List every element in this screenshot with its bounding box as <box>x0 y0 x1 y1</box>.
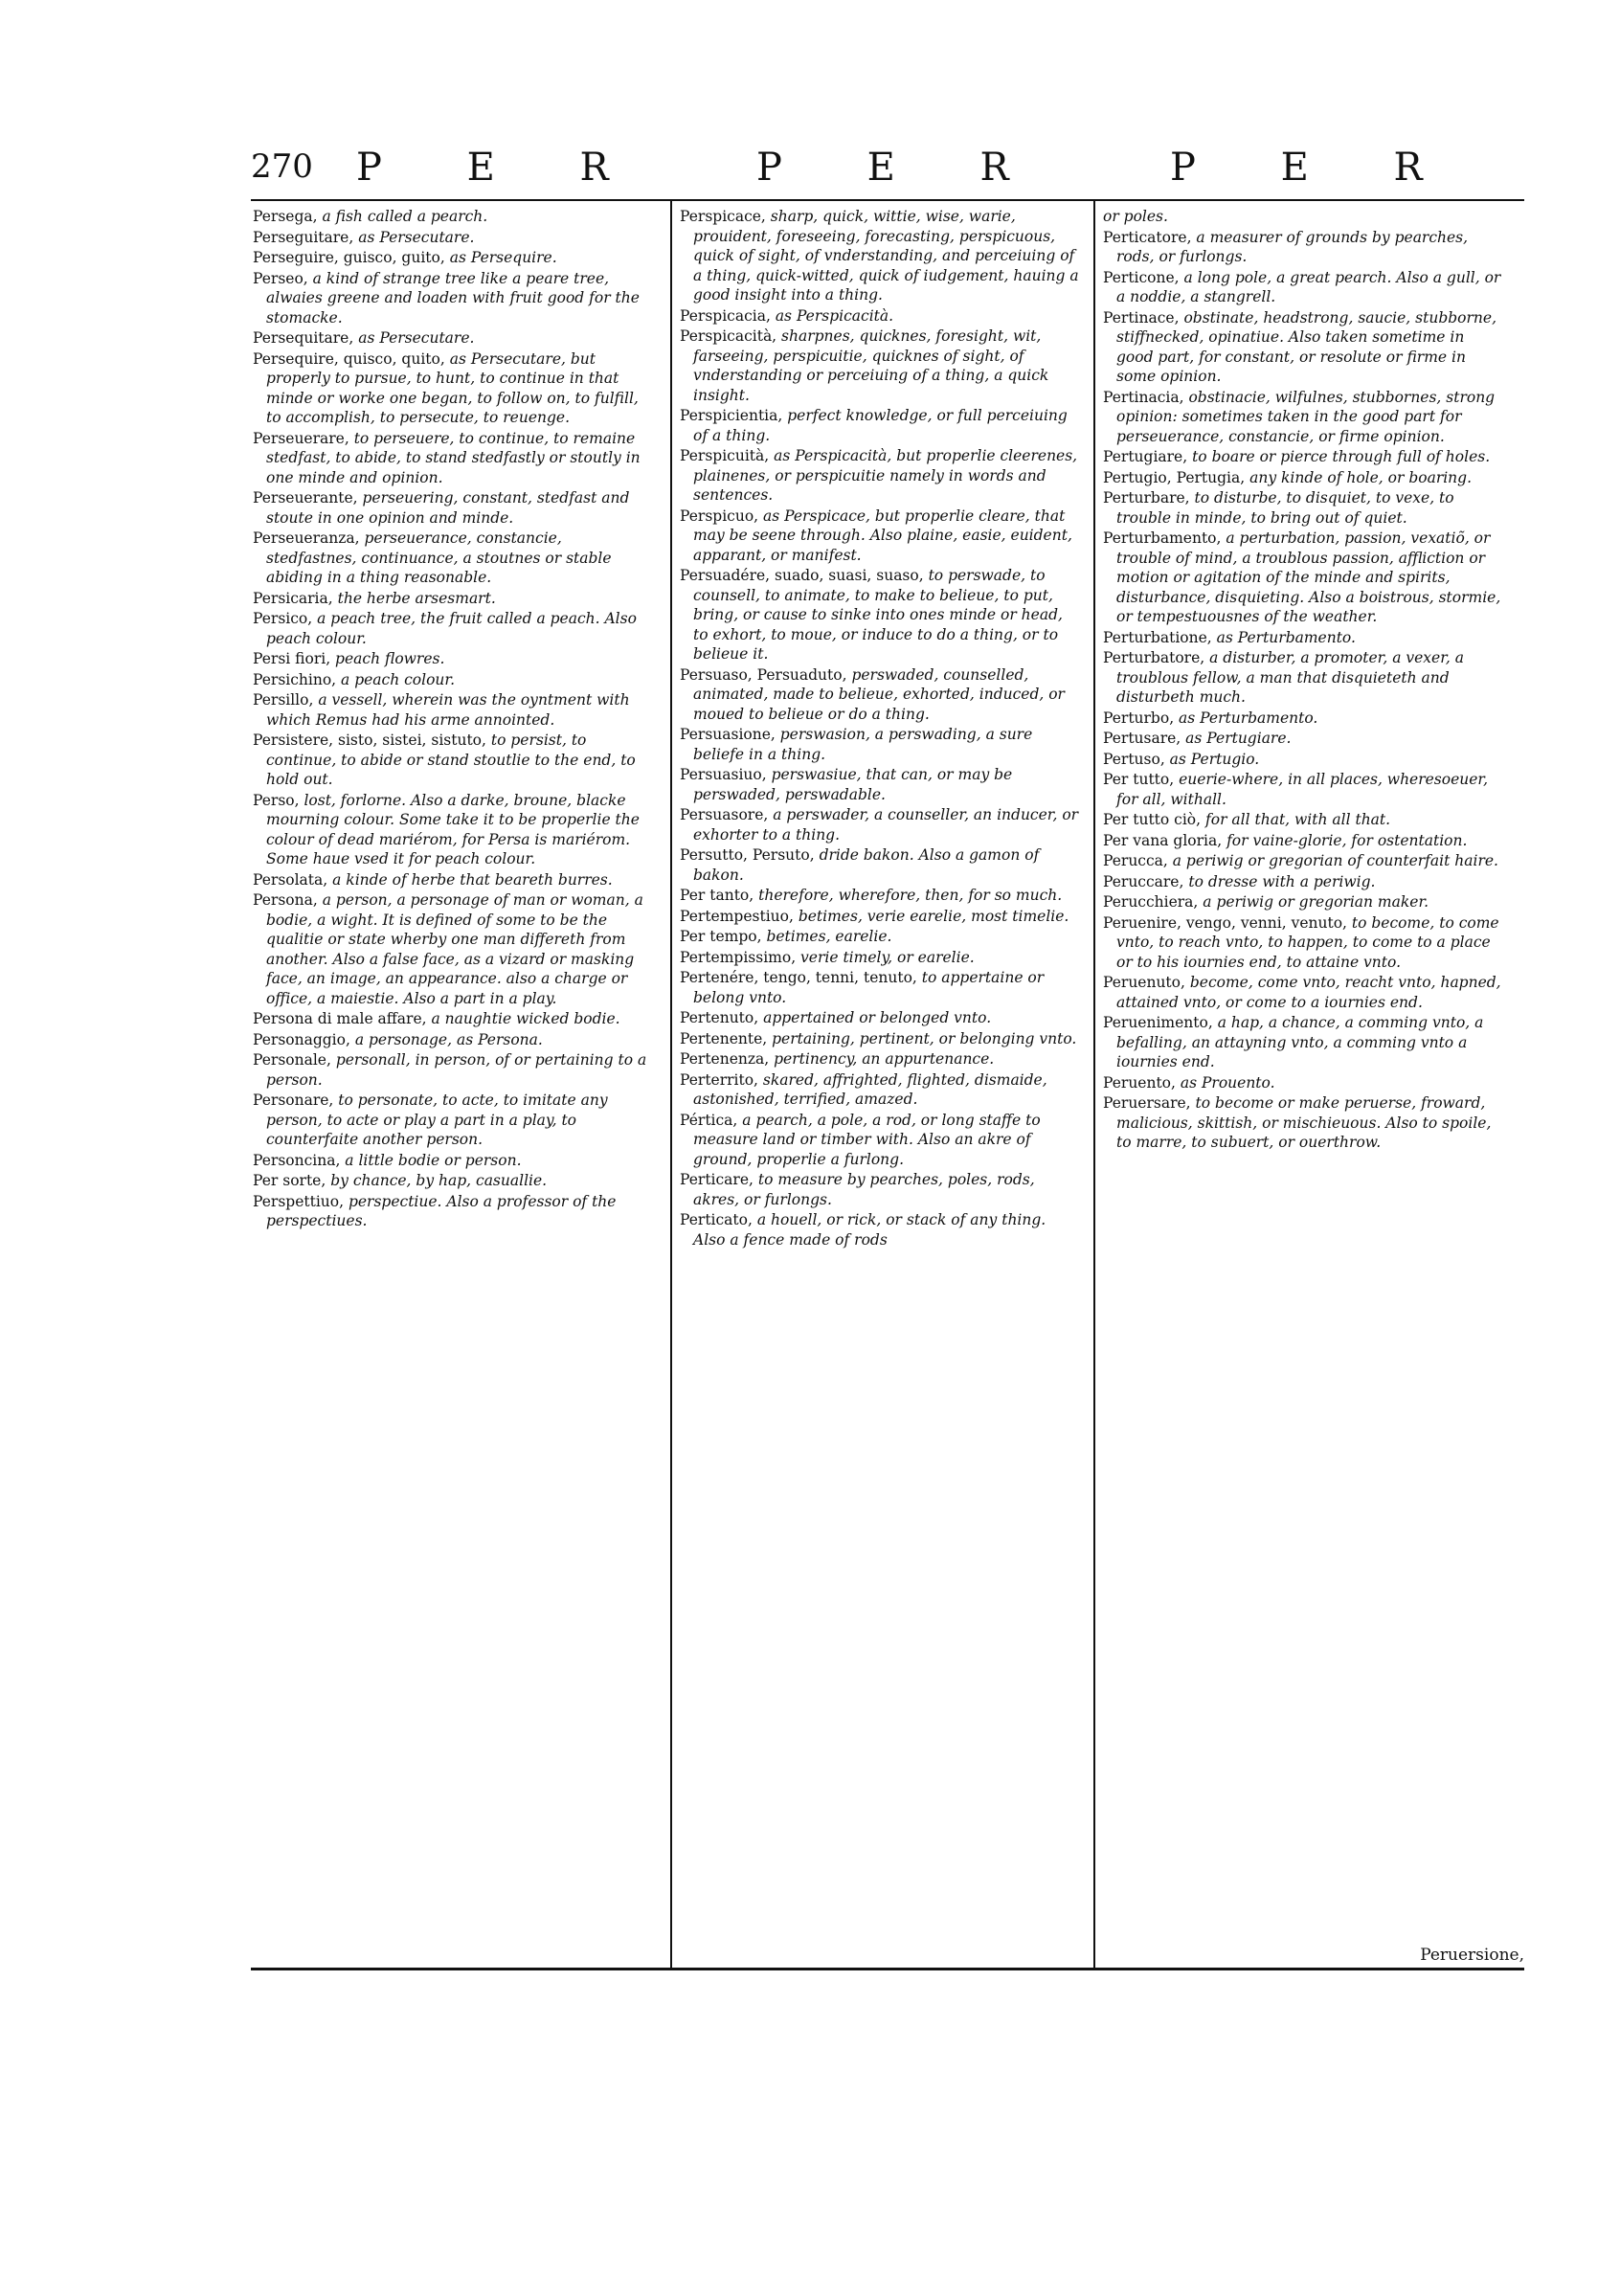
headword: Personcina, <box>253 1151 341 1169</box>
dictionary-entry <box>253 248 655 268</box>
dictionary-entry <box>253 609 655 648</box>
dictionary-entry <box>253 731 655 790</box>
headword: Persuadére, suado, suasi, suaso, <box>680 567 924 584</box>
dictionary-entry <box>680 406 1082 445</box>
definition: to persist, to continue, to abide or stand stoutlie to the end, to hold out. <box>266 732 636 788</box>
dictionary-entry <box>680 948 1082 968</box>
dictionary-entry <box>253 328 655 349</box>
header-rule <box>251 199 1524 201</box>
headword: Personaggio, <box>253 1030 350 1048</box>
definition: a periwig or gregorian maker. <box>1198 893 1429 911</box>
headword: Perucchiera, <box>1103 893 1199 911</box>
definition: betimes, verie earelie, most timelie. <box>793 907 1069 925</box>
headword: Per tanto, <box>680 887 754 904</box>
headword: Per vana gloria, <box>1103 831 1223 849</box>
definition: a naughtie wicked bodie. <box>426 1010 620 1027</box>
definition: a houell, or rick, or stack of any thing. Also a fence made of rods <box>693 1211 1046 1249</box>
definition: become, come vnto, reacht vnto, hapned, attained vnto, or come to a iournies end. <box>1116 974 1501 1011</box>
definition: pertinency, an appurtenance. <box>769 1050 995 1068</box>
definition: a little bodie or person. <box>340 1151 522 1169</box>
definition: lost, forlorne. Also a darke, broune, blacke mourning colour. Some take it to be properlie the colour of dead mariérom, for Persa is mariérom. Some haue vsed it for peach colour. <box>266 791 640 867</box>
headword: Persicaria, <box>253 589 333 607</box>
definition: perfect knowledge, or full perceiuing of a thing. <box>693 407 1068 444</box>
definition: for vaine-glorie, for ostentation. <box>1222 831 1468 849</box>
dictionary-entry <box>1103 913 1505 973</box>
headword: Perucca, <box>1103 852 1168 869</box>
definition: as Perspicace, but properlie cleare, that may be seene through. Also plaine, easie, euident, apparant, or manifest. <box>693 506 1072 564</box>
definition: as Perspicacità, but properlie cleerenes, plainenes, or perspicuitie namely in words and sentences. <box>693 447 1078 504</box>
definition: to measure by pearches, poles, rods, akres, or furlongs. <box>693 1171 1035 1208</box>
definition: perswaded, counselled, animated, made to belieue, exhorted, induced, or moued to belieue or do a thing. <box>693 665 1065 723</box>
definition: betimes, earelie. <box>761 928 892 945</box>
definition: a pearch, a pole, a rod, or long staffe to measure land or timber with. Also an akre of ground, properlie a furlong. <box>693 1111 1041 1168</box>
headword: Persichino, <box>253 670 337 688</box>
dictionary-entry <box>1103 228 1505 267</box>
headword: Perspicuo, <box>680 506 759 525</box>
dictionary-entry <box>680 446 1082 506</box>
definition: a measurer of grounds by pearches, rods, or furlongs. <box>1116 228 1469 265</box>
dictionary-entry <box>1103 770 1505 809</box>
headword: Perturbatore, <box>1103 649 1205 666</box>
dictionary-entry <box>253 890 655 1008</box>
dictionary-entry <box>1103 729 1505 749</box>
definition: to appertaine or belong vnto. <box>693 969 1045 1006</box>
dictionary-page <box>251 144 1524 1972</box>
headword: Perticone, <box>1103 268 1180 286</box>
dictionary-entry <box>253 791 655 869</box>
headword: Perspicacia, <box>680 306 771 325</box>
definition: as Persequire. <box>444 249 557 266</box>
headword: Perspicuità, <box>680 447 770 464</box>
definition: as Persecutare. <box>353 329 475 347</box>
definition: as Prouento. <box>1175 1073 1275 1092</box>
dictionary-entry <box>1103 1093 1505 1153</box>
definition: the herbe arsesmart. <box>332 589 496 607</box>
definition: skared, affrighted, flighted, dismaide, astonished, terrified, amazed. <box>693 1070 1047 1108</box>
headword: Perturbo, <box>1103 709 1175 727</box>
definition: sharpnes, quicknes, foresight, wit, farseeing, perspicuitie, quicknes of sight, of vnderstanding or perceiuing of a thing, a quick insight. <box>693 327 1049 404</box>
definition: as Perspicacità. <box>770 306 894 325</box>
headword: Persuasiuo, <box>680 766 767 783</box>
definition: to become or make peruerse, froward, malicious, skittish, or mischieuous. Also to spoile, to marre, to subuert, or ouerthrow. <box>1116 1094 1492 1151</box>
dictionary-entry <box>1103 628 1505 648</box>
headword: Perspicientia, <box>680 407 783 424</box>
headword: Peruccare, <box>1103 872 1184 890</box>
headword: Personale, <box>253 1051 331 1069</box>
definition: a peach tree, the fruit called a peach. Also peach colour. <box>266 610 637 647</box>
definition: to personate, to acte, to imitate any person, to acte or play a part in a play, to counterfaite another person. <box>266 1092 608 1148</box>
headword: Perso, <box>253 791 300 809</box>
headword: Perticatore, <box>1103 228 1192 246</box>
dictionary-entry <box>680 907 1082 927</box>
column-divider-2 <box>1093 199 1095 1969</box>
dictionary-entry <box>253 589 655 609</box>
dictionary-entry <box>680 886 1082 906</box>
headword: Perseuerante, <box>253 489 358 506</box>
dictionary-entry <box>253 670 655 690</box>
headword: Peruenire, vengo, venni, venuto, <box>1103 913 1347 932</box>
headword: Per sorte, <box>253 1172 326 1189</box>
dictionary-entry <box>1103 810 1505 830</box>
dictionary-entry <box>253 690 655 730</box>
dictionary-entry <box>1103 872 1505 892</box>
dictionary-entry <box>253 228 655 248</box>
column-3 <box>1103 207 1505 1930</box>
definition: or poles. <box>1103 208 1168 225</box>
headword: Persistere, sisto, sistei, sistuto, <box>253 732 486 749</box>
headword: Per tempo, <box>680 928 762 945</box>
dictionary-entry <box>680 845 1082 885</box>
headword: Peruenuto, <box>1103 974 1185 991</box>
dictionary-entry <box>680 725 1082 764</box>
definition: a vessell, wherein was the oyntment with which Remus had his arme annointed. <box>266 691 630 729</box>
definition: to perseuere, to continue, to remaine stedfast, to abide, to stand stedfastly or stoutly in one minde and opinion. <box>266 429 641 486</box>
headword: Persequitare, <box>253 329 354 347</box>
headword: Perturbatione, <box>1103 628 1212 646</box>
dictionary-entry <box>680 506 1082 566</box>
headword: Persuasore, <box>680 806 769 823</box>
dictionary-entry <box>1103 447 1505 467</box>
dictionary-entry <box>680 207 1082 305</box>
definition: to disturbe, to disquiet, to vexe, to trouble in minde, to bring out of quiet. <box>1116 489 1454 527</box>
definition: by chance, by hap, casuallie. <box>326 1172 548 1189</box>
headword: Perterrito, <box>680 1070 758 1089</box>
dictionary-entry <box>680 1049 1082 1069</box>
dictionary-entry <box>253 1171 655 1191</box>
headword: Pertugiare, <box>1103 448 1188 465</box>
dictionary-entry <box>680 326 1082 405</box>
headword: Per tutto ciò, <box>1103 811 1202 828</box>
dictionary-entry <box>680 306 1082 326</box>
dictionary-entry <box>253 1151 655 1171</box>
column-1 <box>253 207 655 1965</box>
definition: as Pertugio. <box>1164 750 1260 768</box>
headword: Pertugio, Pertugia, <box>1103 468 1246 486</box>
headword: Perspettiuo, <box>253 1192 345 1210</box>
definition: a disturber, a promoter, a vexer, a troublous fellow, a man that disquieteth and disturbeth much. <box>1116 649 1465 706</box>
headword: Persona di male affare, <box>253 1010 427 1027</box>
dictionary-entry <box>680 927 1082 947</box>
headword: Pertempissimo, <box>680 948 797 966</box>
headword: Peruersare, <box>1103 1094 1191 1112</box>
definition: a person, a personage of man or woman, a bodie, a wight. It is defined of some to be the qualitie or state wherby one man differeth from another. Also a false face, as a vizard or masking face, an image, an appearance. also a charge or office, a maiestie. Also a part in a play. <box>266 891 643 1007</box>
running-head-left: P E R <box>356 146 645 190</box>
definition: a fish called a pearch. <box>317 208 488 225</box>
definition: a personage, as Persona. <box>349 1030 543 1048</box>
headword: Persuaso, Persuaduto, <box>680 665 847 684</box>
definition: obstinacie, wilfulnes, stubbornes, strong opinion: sometimes taken in the good part for perseuerance, constancie, or firme opinion. <box>1116 388 1496 445</box>
dictionary-entry <box>680 805 1082 844</box>
headword: Persico, <box>253 610 313 627</box>
headword: Perturbare, <box>1103 489 1190 506</box>
headword: Perticato, <box>680 1211 753 1228</box>
definition: a peach colour. <box>336 670 456 688</box>
definition: a kinde of herbe that beareth burres. <box>327 870 613 889</box>
definition: a perturbation, passion, vexatiõ, or trouble of mind, a troublous passion, affliction or motion or agitation of the minde and spirits, disturbance, disquieting. Also a boistrous, stormie, or tempestuousnes of the weather. <box>1116 529 1501 625</box>
headword: Persi fiori, <box>253 650 331 667</box>
definition: sharp, quick, wittie, wise, warie, prouident, foreseeing, forecasting, perspicuous, quick of sight, of vnderstanding, and perceiuing of a thing, quick-witted, quick of iudgement, hauing a good insight into a thing. <box>693 208 1079 304</box>
definition: peach flowres. <box>330 650 445 667</box>
dictionary-entry <box>1103 851 1505 871</box>
definition: a long pole, a great pearch. Also a gull, or a noddie, a stangrell. <box>1116 268 1501 305</box>
definition: verie timely, or earelie. <box>796 948 975 966</box>
headword: Persega, <box>253 208 318 225</box>
definition: pertaining, pertinent, or belonging vnto. <box>767 1029 1077 1047</box>
definition: euerie-where, in all places, wheresoeuer, for all, withall. <box>1116 771 1489 808</box>
definition: a hap, a chance, a comming vnto, a befalling, an attayning vnto, a comming vnto a iournies end. <box>1116 1014 1484 1070</box>
dictionary-entry <box>253 1030 655 1050</box>
dictionary-entry <box>1103 468 1505 488</box>
dictionary-entry <box>253 529 655 588</box>
definition: a kind of strange tree like a peare tree, alwaies greene and loaden with fruit good for the stomacke. <box>266 269 640 326</box>
definition: as Persecutare. <box>353 228 475 246</box>
definition: a perswader, a counseller, an inducer, or exhorter to a thing. <box>693 806 1079 844</box>
headword: Peruento, <box>1103 1073 1176 1092</box>
definition: appertained or belonged vnto. <box>758 1009 992 1026</box>
headword: Perseo, <box>253 269 308 287</box>
dictionary-entry <box>680 1111 1082 1170</box>
dictionary-entry <box>253 1091 655 1150</box>
headword: Persuasione, <box>680 726 776 743</box>
dictionary-entry <box>253 1050 655 1090</box>
dictionary-entry <box>253 429 655 488</box>
dictionary-entry <box>1103 308 1505 387</box>
footer-rule <box>251 1968 1524 1970</box>
dictionary-entry <box>253 1009 655 1029</box>
dictionary-entry <box>1103 1013 1505 1072</box>
dictionary-entry <box>253 207 655 227</box>
dictionary-entry <box>680 665 1082 725</box>
headword: Perturbamento, <box>1103 529 1222 547</box>
dictionary-entry <box>680 968 1082 1007</box>
dictionary-entry <box>1103 892 1505 912</box>
dictionary-entry <box>1103 831 1505 851</box>
definition: as Perturbamento. <box>1174 709 1318 727</box>
headword: Pertenére, tengo, tenni, tenuto, <box>680 969 917 986</box>
definition: any kinde of hole, or boaring. <box>1245 468 1473 486</box>
dictionary-entry <box>1103 648 1505 708</box>
headword: Personare, <box>253 1092 334 1109</box>
definition: perswasiue, that can, or may be perswaded, perswadable. <box>693 766 1013 803</box>
catchword: Peruersione, <box>1420 1946 1524 1965</box>
definition: for all that, with all that. <box>1201 811 1391 828</box>
headword: Perseguitare, <box>253 228 354 246</box>
definition: a periwig or gregorian of counterfait haire. <box>1167 852 1498 869</box>
headword: Pertinacia, <box>1103 388 1184 406</box>
headword: Pertenuto, <box>680 1009 759 1026</box>
headword: Pertinace, <box>1103 308 1180 326</box>
headword: Persolata, <box>253 870 328 889</box>
definition: to dresse with a periwig. <box>1183 872 1376 890</box>
running-head-center: P E R <box>756 146 1046 190</box>
headword: Peruenimento, <box>1103 1014 1213 1031</box>
definition: as Perturbamento. <box>1211 628 1356 646</box>
dictionary-entry <box>1103 973 1505 1012</box>
definition: perspectiue. Also a professor of the perspectiues. <box>266 1192 617 1229</box>
dictionary-entry <box>1103 388 1505 447</box>
headword: Pertuso, <box>1103 750 1165 768</box>
dictionary-entry <box>1103 1073 1505 1093</box>
definition: to become, to come vnto, to reach vnto, to happen, to come to a place or to his iournies end, to attaine vnto. <box>1116 913 1499 971</box>
headword: Perseueranza, <box>253 529 360 547</box>
dictionary-entry <box>680 1210 1082 1249</box>
headword: Persutto, Persuto, <box>680 846 815 864</box>
dictionary-entry <box>253 488 655 528</box>
dictionary-entry <box>680 566 1082 664</box>
page-header <box>251 144 1524 197</box>
definition: perseuering, constant, stedfast and stoute in one opinion and minde. <box>266 489 630 527</box>
dictionary-entry <box>1103 529 1505 627</box>
definition: perseuerance, constancie, stedfastnes, continuance, a stoutnes or stable abiding in a thing reasonable. <box>266 529 612 586</box>
definition: obstinate, headstrong, saucie, stubborne, stiffnecked, opinatiue. Also taken sometime in good part, for constant, or resolute or firme in some opinion. <box>1116 308 1496 385</box>
dictionary-entry <box>1103 488 1505 528</box>
headword: Pertempestiuo, <box>680 907 794 925</box>
headword: Perseguire, guisco, guito, <box>253 249 445 266</box>
dictionary-entry <box>680 1029 1082 1049</box>
dictionary-entry <box>1103 709 1505 729</box>
running-head-right: P E R <box>1170 146 1459 190</box>
headword: Perspicacità, <box>680 327 777 345</box>
dictionary-entry <box>1103 750 1505 770</box>
definition: dride bakon. Also a gamon of bakon. <box>693 846 1040 884</box>
definition: as Persecutare, but properly to pursue, to hunt, to continue in that minde or worke one began, to follow on, to fulfill, to accomplish, to persecute, to reuenge. <box>266 349 639 426</box>
dictionary-entry <box>253 269 655 328</box>
dictionary-entry <box>1103 268 1505 307</box>
definition: as Pertugiare. <box>1181 730 1292 747</box>
definition: to perswade, to counsell, to animate, to make to belieue, to put, bring, or cause to sinke into ones minde or head, to exhort, to moue, or induce to do a thing, or to belieue it. <box>693 567 1063 663</box>
headword: Pertenenza, <box>680 1050 770 1068</box>
dictionary-entry <box>680 1070 1082 1110</box>
dictionary-entry <box>253 1192 655 1231</box>
headword: Per tutto, <box>1103 771 1175 788</box>
dictionary-entry <box>680 1008 1082 1028</box>
headword: Perticare, <box>680 1171 754 1188</box>
headword: Persequire, quisco, quito, <box>253 349 445 368</box>
dictionary-entry <box>680 765 1082 804</box>
headword: Pertenente, <box>680 1029 768 1047</box>
headword: Pértica, <box>680 1111 738 1129</box>
definition: personall, in person, of or pertaining to a person. <box>266 1051 647 1089</box>
definition: perswasion, a perswading, a sure beliefe in a thing. <box>693 726 1033 763</box>
headword: Persona, <box>253 891 318 909</box>
page-number: 270 <box>251 147 313 186</box>
headword: Perseuerare, <box>253 429 349 447</box>
dictionary-entry <box>680 1170 1082 1209</box>
column-2 <box>680 207 1082 1965</box>
dictionary-entry <box>253 870 655 890</box>
column-divider-1 <box>670 199 672 1969</box>
dictionary-entry <box>1103 207 1505 227</box>
definition: to boare or pierce through full of holes. <box>1187 448 1491 465</box>
dictionary-entry <box>253 349 655 428</box>
headword: Perspicace, <box>680 208 766 225</box>
headword: Persillo, <box>253 691 314 709</box>
dictionary-entry <box>253 649 655 669</box>
definition: therefore, wherefore, then, for so much. <box>754 887 1063 904</box>
headword: Pertusare, <box>1103 730 1181 747</box>
